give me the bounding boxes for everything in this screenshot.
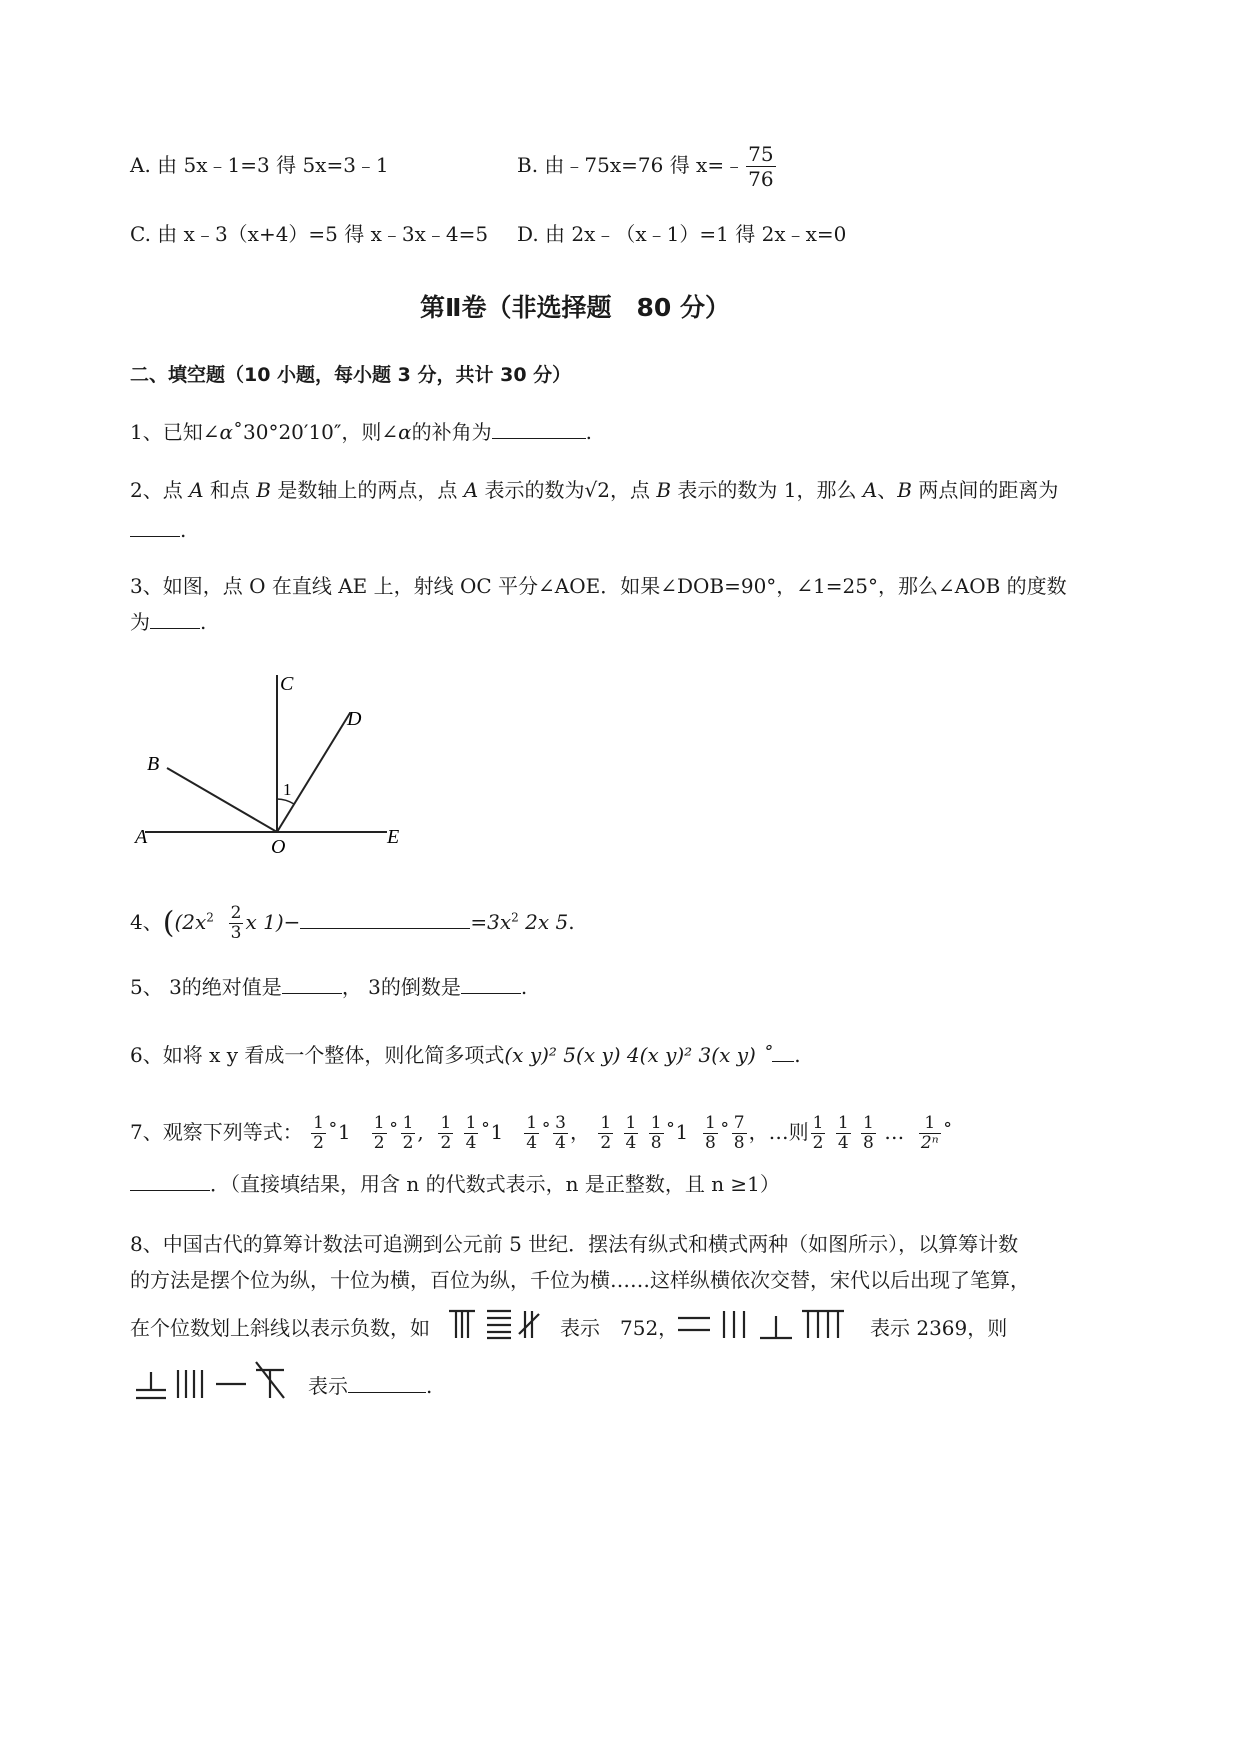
denominator: 4 xyxy=(465,1133,477,1153)
q7-fraction xyxy=(861,1114,876,1153)
q7-text: ，…则 xyxy=(748,1120,809,1144)
denominator: 2 xyxy=(373,1133,385,1153)
q1-text: ，则 xyxy=(341,420,382,444)
q4-minus: − xyxy=(283,910,301,934)
q7-fraction xyxy=(811,1114,826,1153)
question-7-line2 xyxy=(130,1172,780,1196)
q7-fraction xyxy=(919,1114,941,1153)
option-b-denominator: 76 xyxy=(748,167,774,191)
numerator: 1 xyxy=(837,1113,849,1133)
answer-blank[interactable] xyxy=(461,975,521,994)
q7-eq: ˚ xyxy=(541,1120,552,1144)
q7-eq: ˚1 xyxy=(665,1120,689,1144)
numerator: 1 xyxy=(625,1113,637,1133)
denominator: 8 xyxy=(704,1133,716,1153)
answer-blank[interactable] xyxy=(772,1043,794,1062)
option-d: D. 由 2x﹣（x﹣1）=1 得 2x﹣x=0 xyxy=(517,222,847,246)
label-c: C xyxy=(280,673,294,695)
q4-denominator: 3 xyxy=(230,923,242,943)
numerator: 1 xyxy=(704,1113,716,1133)
denominator: 8 xyxy=(863,1133,874,1153)
q2-text: 和点 xyxy=(203,478,257,502)
q4-numerator: 2 xyxy=(230,903,242,923)
numerator: 1 xyxy=(600,1113,612,1133)
q7-fraction xyxy=(553,1114,568,1153)
q2-point-b: B xyxy=(256,478,271,502)
label-d: D xyxy=(347,708,362,730)
q1-tail: 的补角为 xyxy=(411,420,492,444)
option-a: A. 由 5x﹣1=3 得 5x=3﹣1 xyxy=(130,153,389,177)
q2-point-b: B xyxy=(897,478,912,502)
q1-value: ˚30°20′10″ xyxy=(233,420,342,444)
question-6 xyxy=(130,1043,801,1067)
rod-numeral-question xyxy=(132,1360,292,1404)
numerator: 1 xyxy=(465,1113,477,1133)
q7-fraction xyxy=(649,1114,664,1153)
numerator: 1 xyxy=(919,1114,941,1134)
q7-fraction xyxy=(311,1114,326,1153)
q3-end: . xyxy=(200,610,207,634)
q4-exponent: 2 xyxy=(511,910,519,925)
q7-comma: ， xyxy=(569,1120,590,1144)
answer-blank[interactable] xyxy=(282,975,342,994)
q4-rhs: =3x xyxy=(470,910,512,934)
question-5 xyxy=(130,975,527,999)
numerator: 1 xyxy=(812,1113,824,1133)
q7-lead: 7、观察下列等式： xyxy=(130,1120,303,1144)
q2-text: 表示的数为 1，那么 xyxy=(671,478,863,502)
numerator: 1 xyxy=(650,1113,662,1133)
angle-figure xyxy=(125,665,415,860)
q1-end: . xyxy=(585,420,592,444)
q7-eq: ˚ xyxy=(942,1120,953,1144)
q4-fraction xyxy=(229,904,244,943)
question-3: 3、如图，点 O 在直线 AE 上，射线 OC 平分∠AOE．如果∠DOB=90°，∠1=25°，那么∠AOB 的度数 xyxy=(130,574,1067,598)
q1-angle2: ∠α xyxy=(381,420,412,444)
answer-blank[interactable] xyxy=(130,1172,210,1191)
question-8-line4 xyxy=(308,1374,432,1398)
option-b-fraction xyxy=(746,142,775,191)
question-2-line2 xyxy=(130,518,186,542)
denominator: 4 xyxy=(526,1133,538,1153)
question-3-line2 xyxy=(130,610,206,634)
q6-expression: (x y)² 5(x y) 4(x y)² 3(x y) ˚ xyxy=(504,1043,773,1067)
numerator: 1 xyxy=(373,1113,385,1133)
label-b: B xyxy=(147,753,160,775)
q7-dots: … xyxy=(884,1120,905,1144)
q8-means-752: 表示 752， xyxy=(560,1316,679,1340)
part-title: 第Ⅱ卷（非选择题 80 分） xyxy=(420,293,730,322)
question-2 xyxy=(130,478,1058,502)
q2-point-b: B xyxy=(656,478,672,502)
answer-blank[interactable] xyxy=(492,420,586,439)
answer-blank[interactable] xyxy=(150,610,200,629)
q2-point-a: A xyxy=(463,478,479,502)
q5-text: 5、 3的绝对值是 xyxy=(130,975,282,999)
denominator: 2 xyxy=(812,1133,824,1153)
ray-ob xyxy=(167,768,277,832)
q4-term: (2x xyxy=(174,910,207,934)
q7-fraction xyxy=(401,1114,416,1153)
q7-eq: ˚1 xyxy=(480,1120,504,1144)
numerator: 1 xyxy=(313,1113,324,1133)
question-1 xyxy=(130,420,592,444)
q8-means-2369: 表示 2369，则 xyxy=(870,1316,1008,1340)
q7-fraction xyxy=(438,1114,453,1153)
question-4 xyxy=(130,904,575,943)
denominator: 4 xyxy=(555,1133,566,1153)
option-b-numerator: 75 xyxy=(748,142,774,166)
q8-text: 表示 xyxy=(308,1374,348,1398)
q7-fraction xyxy=(732,1114,747,1153)
answer-blank[interactable] xyxy=(300,910,470,929)
q6-end: . xyxy=(794,1043,801,1067)
option-b-text: B. 由﹣75x=76 得 x=﹣ xyxy=(517,153,745,177)
q3-text: 为 xyxy=(130,610,150,634)
q7-eq: ˚ xyxy=(388,1120,399,1144)
option-c: C. 由 x﹣3（x+4）=5 得 x﹣3x﹣4=5 xyxy=(130,222,489,246)
question-8-line2: 的方法是摆个位为纵，十位为横，百位为纵，千位为横……这样纵横依次交替，宋代以后出现了笔算， xyxy=(130,1268,1030,1292)
ray-od xyxy=(277,713,350,832)
denominator: 2 xyxy=(440,1133,452,1153)
denominator: 2 xyxy=(313,1133,324,1153)
q7-eq: ˚ xyxy=(719,1120,730,1144)
option-b xyxy=(517,142,778,191)
q5-text: ， 3的倒数是 xyxy=(341,975,461,999)
numerator: 1 xyxy=(863,1113,874,1133)
q4-end: . xyxy=(568,910,575,934)
question-8-line3: 在个位数划上斜线以表示负数，如 xyxy=(130,1316,430,1340)
q7-fraction xyxy=(624,1114,639,1153)
q4-tail: 2x 5 xyxy=(518,910,569,934)
denominator: 8 xyxy=(650,1133,662,1153)
rod-numeral-2369 xyxy=(676,1306,848,1342)
q7-comma: , xyxy=(417,1120,424,1144)
numerator: 1 xyxy=(526,1113,538,1133)
q2-text: 是数轴上的两点，点 xyxy=(270,478,464,502)
q7-fraction xyxy=(598,1114,613,1153)
numerator: 7 xyxy=(733,1113,745,1133)
q1-lead: 1、已知 xyxy=(130,420,203,444)
denominator: 2 xyxy=(600,1133,612,1153)
q1-angle: ∠α xyxy=(202,420,233,444)
angle-1-arc xyxy=(277,799,294,804)
q4-term: x 1) xyxy=(245,910,284,934)
q2-sqrt: √2 xyxy=(584,478,610,502)
numerator: 1 xyxy=(440,1113,452,1133)
q7-eq: ˚1 xyxy=(327,1120,351,1144)
section-title: 二、填空题（10 小题，每小题 3 分，共计 30 分） xyxy=(130,364,572,386)
numerator: 1 xyxy=(402,1113,414,1133)
q2-text: 、 xyxy=(877,478,898,502)
label-o: O xyxy=(271,836,286,858)
q5-end: . xyxy=(520,975,528,999)
denominator: 2 xyxy=(402,1133,414,1153)
q2-text: 表示的数为 xyxy=(478,478,585,502)
q7-instruction: ．（直接填结果，用含 n 的代数式表示，n 是正整数，且 n ≥1） xyxy=(210,1172,780,1196)
q2-point-a: A xyxy=(862,478,878,502)
q2-end: . xyxy=(180,518,187,542)
q8-end: . xyxy=(426,1374,433,1398)
question-8: 8、中国古代的算筹计数法可追溯到公元前 5 世纪．摆法有纵式和横式两种（如图所示），以算筹计数 xyxy=(130,1232,1019,1256)
label-e: E xyxy=(387,826,400,848)
q6-text: 6、如将 x y 看成一个整体，则化简多项式 xyxy=(130,1043,505,1067)
q7-fraction xyxy=(836,1114,851,1153)
q2-point-a: A xyxy=(189,478,204,502)
q7-fraction xyxy=(524,1114,539,1153)
label-angle-1: 1 xyxy=(283,780,292,799)
denominator: 4 xyxy=(625,1133,637,1153)
numerator: 3 xyxy=(555,1113,566,1133)
denominator: 2ⁿ xyxy=(920,1133,939,1153)
q4-exponent: 2 xyxy=(206,910,214,925)
rod-numeral-752 xyxy=(447,1306,545,1342)
q2-text: ，点 xyxy=(609,478,657,502)
denominator: 4 xyxy=(837,1133,849,1153)
q2-text: 两点间的距离为 xyxy=(911,478,1059,502)
label-a: A xyxy=(135,826,148,848)
answer-blank[interactable] xyxy=(348,1374,426,1393)
q7-fraction xyxy=(703,1114,718,1153)
answer-blank[interactable] xyxy=(130,518,180,537)
q2-text: 2、点 xyxy=(130,478,190,502)
denominator: 8 xyxy=(733,1133,745,1153)
question-7 xyxy=(130,1114,953,1153)
q4-paren: ( xyxy=(162,905,175,941)
q7-fraction xyxy=(464,1114,479,1153)
q4-lead: 4、 xyxy=(130,910,163,934)
q7-fraction xyxy=(372,1114,387,1153)
